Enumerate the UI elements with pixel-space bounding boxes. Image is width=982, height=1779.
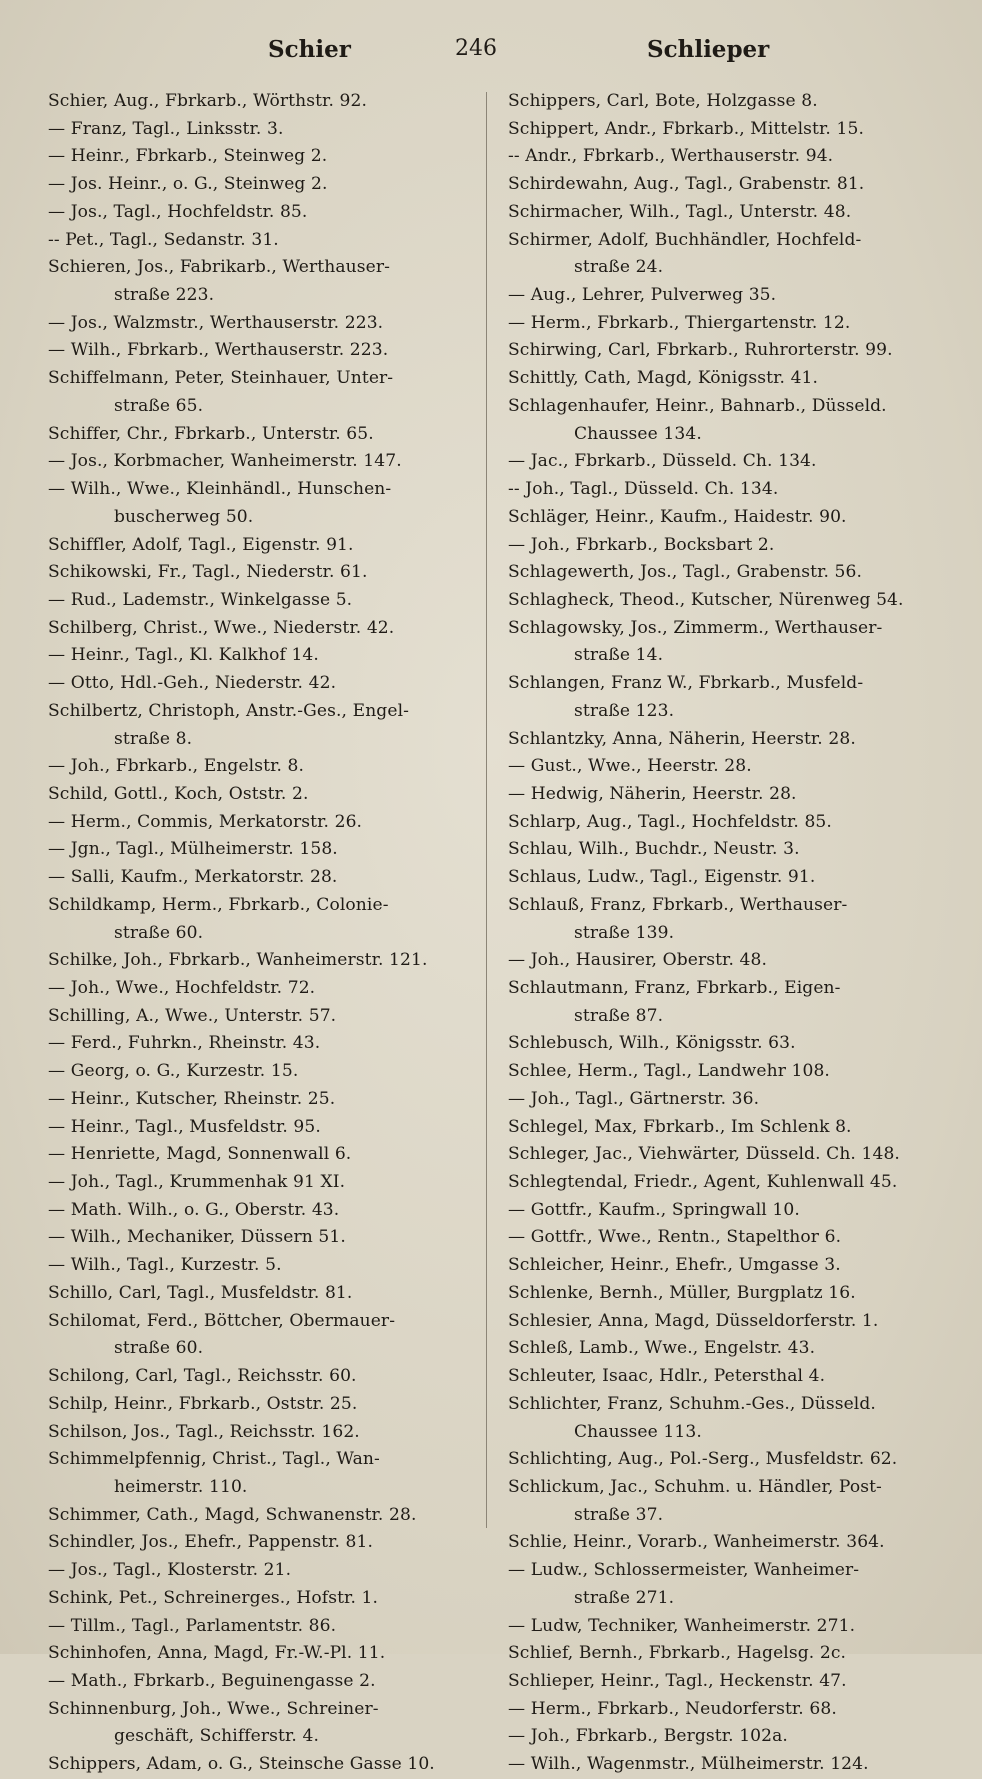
directory-entry-line: — Jos., Tagl., Klosterstr. 21. bbox=[48, 1560, 292, 1581]
directory-entry-line: Schink, Pet., Schreinerges., Hofstr. 1. bbox=[48, 1587, 379, 1608]
directory-entry-line: Schier, Aug., Fbrkarb., Wörthstr. 92. bbox=[48, 91, 368, 111]
directory-entry-line: — Wilh., Wagenmstr., Mülheimerstr. 124. bbox=[508, 1754, 869, 1775]
directory-entry-line: Schlegtendal, Friedr., Agent, Kuhlenwall 45. bbox=[508, 1172, 898, 1193]
directory-entry-line: Schläger, Heinr., Kaufm., Haidestr. 90. bbox=[508, 506, 847, 527]
directory-entry-line: — Joh., Tagl., Krummenhak 91 XI. bbox=[48, 1172, 346, 1193]
directory-entry-line: -- Pet., Tagl., Sedanstr. 31. bbox=[48, 229, 279, 250]
directory-entry-line: Schiffler, Adolf, Tagl., Eigenstr. 91. bbox=[48, 534, 354, 555]
directory-entry-line: — Heinr., Kutscher, Rheinstr. 25. bbox=[48, 1088, 336, 1109]
directory-entry-line: Schlagheck, Theod., Kutscher, Nürenweg 54. bbox=[508, 589, 904, 610]
directory-entry-line: — Wilh., Fbrkarb., Werthauserstr. 223. bbox=[48, 340, 389, 361]
directory-entry-line: Schilberg, Christ., Wwe., Niederstr. 42. bbox=[48, 617, 395, 638]
directory-entry-line: Schlegel, Max, Fbrkarb., Im Schlenk 8. bbox=[508, 1116, 852, 1137]
entry-continuation-line: straße 271. bbox=[574, 1587, 675, 1608]
directory-entry-line: — Henriette, Magd, Sonnenwall 6. bbox=[48, 1144, 352, 1165]
directory-entry-line: — Jos., Walzmstr., Werthauserstr. 223. bbox=[48, 312, 384, 333]
directory-entry-line: — Rud., Lademstr., Winkelgasse 5. bbox=[48, 589, 353, 610]
directory-entry-line: — Joh., Wwe., Hochfeldstr. 72. bbox=[48, 978, 316, 998]
directory-entry-line: — Joh., Fbrkarb., Bocksbart 2. bbox=[508, 534, 775, 555]
entry-continuation-line: Chaussee 134. bbox=[574, 423, 702, 444]
directory-entry-line: Schillo, Carl, Tagl., Musfeldstr. 81. bbox=[48, 1282, 353, 1303]
directory-entry-line: Schlickum, Jac., Schuhm. u. Händler, Post- bbox=[508, 1476, 882, 1497]
directory-entry-line: — Herm., Commis, Merkatorstr. 26. bbox=[48, 811, 363, 832]
entry-continuation-line: straße 223. bbox=[114, 285, 215, 306]
directory-entry-line: Schittly, Cath, Magd, Königsstr. 41. bbox=[508, 368, 819, 389]
directory-entry-line: — Heinr., Tagl., Musfeldstr. 95. bbox=[48, 1116, 321, 1137]
entry-continuation-line: heimerstr. 110. bbox=[114, 1476, 248, 1497]
directory-entry-line: Schirmacher, Wilh., Tagl., Unterstr. 48. bbox=[508, 201, 852, 222]
directory-entry-line: — Franz, Tagl., Linksstr. 3. bbox=[48, 118, 284, 139]
entry-continuation-line: straße 37. bbox=[574, 1504, 664, 1525]
entry-continuation-line: Chaussee 113. bbox=[574, 1421, 702, 1442]
directory-entry-line: Schirwing, Carl, Fbrkarb., Ruhrorterstr. 99. bbox=[508, 340, 893, 361]
entry-continuation-line: straße 139. bbox=[574, 922, 675, 943]
directory-entry-line: Schlagenhaufer, Heinr., Bahnarb., Düsseld. bbox=[508, 395, 887, 416]
header-left-keyword: Schier bbox=[268, 36, 351, 63]
directory-entry-line: — Gottfr., Kaufm., Springwall 10. bbox=[508, 1199, 800, 1220]
directory-entry-line: — Wilh., Wwe., Kleinhändl., Hunschen- bbox=[48, 479, 392, 500]
directory-entry-line: Schindler, Jos., Ehefr., Pappenstr. 81. bbox=[48, 1532, 374, 1553]
directory-entry-line: — Ludw., Schlossermeister, Wanheimer- bbox=[508, 1560, 860, 1581]
directory-entry-line: Schilke, Joh., Fbrkarb., Wanheimerstr. 121. bbox=[48, 950, 428, 971]
directory-entry-line: Schilling, A., Wwe., Unterstr. 57. bbox=[48, 1005, 337, 1026]
directory-entry-line: Schilson, Jos., Tagl., Reichsstr. 162. bbox=[48, 1421, 360, 1442]
directory-entry-line: Schiffer, Chr., Fbrkarb., Unterstr. 65. bbox=[48, 423, 374, 444]
directory-entry-line: — Wilh., Mechaniker, Düssern 51. bbox=[48, 1227, 346, 1248]
directory-entry-line: Schirdewahn, Aug., Tagl., Grabenstr. 81. bbox=[508, 174, 865, 195]
directory-entry-line: — Joh., Fbrkarb., Bergstr. 102a. bbox=[508, 1726, 788, 1747]
directory-entry-line: Schlautmann, Franz, Fbrkarb., Eigen- bbox=[508, 978, 841, 998]
directory-entry-line: Schlagowsky, Jos., Zimmerm., Werthauser- bbox=[508, 617, 883, 638]
directory-entry-line: Schikowski, Fr., Tagl., Niederstr. 61. bbox=[48, 562, 368, 583]
directory-entry-line: Schlantzky, Anna, Näherin, Heerstr. 28. bbox=[508, 728, 856, 749]
directory-entry-line: — Math., Fbrkarb., Beguinengasse 2. bbox=[48, 1670, 376, 1691]
directory-entry-line: — Tillm., Tagl., Parlamentstr. 86. bbox=[48, 1615, 337, 1636]
directory-entry-line: — Jgn., Tagl., Mülheimerstr. 158. bbox=[48, 839, 338, 860]
entry-continuation-line: straße 60. bbox=[114, 1338, 204, 1359]
directory-entry-line: Schlie, Heinr., Vorarb., Wanheimerstr. 364. bbox=[508, 1532, 885, 1553]
directory-entry-line: Schippert, Andr., Fbrkarb., Mittelstr. 15. bbox=[508, 118, 864, 139]
directory-entry-line: Schlichter, Franz, Schuhm.-Ges., Düsseld. bbox=[508, 1393, 876, 1414]
entry-continuation-line: straße 14. bbox=[574, 645, 664, 666]
directory-entry-line: Schlangen, Franz W., Fbrkarb., Musfeld- bbox=[508, 673, 864, 694]
entry-continuation-line: straße 8. bbox=[114, 728, 193, 749]
directory-entry-line: — Aug., Lehrer, Pulverweg 35. bbox=[508, 285, 777, 306]
directory-entry-line: Schleuter, Isaac, Hdlr., Petersthal 4. bbox=[508, 1366, 826, 1387]
directory-entry-line: Schilong, Carl, Tagl., Reichsstr. 60. bbox=[48, 1366, 357, 1387]
directory-entry-line: — Salli, Kaufm., Merkatorstr. 28. bbox=[48, 867, 338, 888]
directory-entry-line: Schilomat, Ferd., Böttcher, Obermauer- bbox=[48, 1310, 396, 1331]
directory-entry-line: Schieren, Jos., Fabrikarb., Werthauser- bbox=[48, 257, 390, 278]
directory-entry-line: — Jos., Tagl., Hochfeldstr. 85. bbox=[48, 201, 308, 222]
directory-entry-line: Schlau, Wilh., Buchdr., Neustr. 3. bbox=[508, 839, 800, 860]
header-right-keyword: Schlieper bbox=[647, 36, 770, 63]
directory-entry-line: Schild, Gottl., Koch, Oststr. 2. bbox=[48, 783, 309, 804]
directory-entry-line: Schilp, Heinr., Fbrkarb., Oststr. 25. bbox=[48, 1393, 358, 1414]
left-column bbox=[48, 88, 473, 1779]
entry-continuation-line: buscherweg 50. bbox=[114, 506, 254, 527]
directory-entry-line: Schinhofen, Anna, Magd, Fr.-W.-Pl. 11. bbox=[48, 1643, 386, 1664]
directory-entry-line: Schlenke, Bernh., Müller, Burgplatz 16. bbox=[508, 1282, 856, 1303]
directory-entry-line: — Gottfr., Wwe., Rentn., Stapelthor 6. bbox=[508, 1227, 842, 1248]
directory-entry-line: Schirmer, Adolf, Buchhändler, Hochfeld- bbox=[508, 229, 862, 250]
directory-entry-line: — Math. Wilh., o. G., Oberstr. 43. bbox=[48, 1199, 340, 1220]
directory-entry-line: — Heinr., Tagl., Kl. Kalkhof 14. bbox=[48, 645, 319, 666]
directory-entry-line: — Herm., Fbrkarb., Neudorferstr. 68. bbox=[508, 1698, 837, 1719]
directory-entry-line: Schlee, Herm., Tagl., Landwehr 108. bbox=[508, 1061, 830, 1082]
directory-entry-line: — Jos. Heinr., o. G., Steinweg 2. bbox=[48, 174, 328, 195]
directory-entry-line: — Wilh., Tagl., Kurzestr. 5. bbox=[48, 1255, 282, 1276]
directory-entry-line: Schlaus, Ludw., Tagl., Eigenstr. 91. bbox=[508, 867, 816, 888]
directory-entry-line: — Heinr., Fbrkarb., Steinweg 2. bbox=[48, 146, 328, 167]
directory-entry-line: -- Andr., Fbrkarb., Werthauserstr. 94. bbox=[508, 146, 834, 167]
directory-entry-line: — Ludw, Techniker, Wanheimerstr. 271. bbox=[508, 1615, 856, 1636]
directory-entry-line: Schlief, Bernh., Fbrkarb., Hagelsg. 2c. bbox=[508, 1643, 847, 1664]
directory-entry-line: — Georg, o. G., Kurzestr. 15. bbox=[48, 1061, 299, 1082]
directory-entry-line: Schlebusch, Wilh., Königsstr. 63. bbox=[508, 1033, 796, 1054]
entry-continuation-line: straße 123. bbox=[574, 700, 675, 721]
directory-entry-line: — Joh., Fbrkarb., Engelstr. 8. bbox=[48, 756, 305, 777]
directory-entry-line: Schimmer, Cath., Magd, Schwanenstr. 28. bbox=[48, 1504, 417, 1525]
directory-entry-line: — Herm., Fbrkarb., Thiergartenstr. 12. bbox=[508, 312, 851, 333]
directory-entry-line: Schlagewerth, Jos., Tagl., Grabenstr. 56. bbox=[508, 562, 863, 583]
directory-entry-line: Schlieper, Heinr., Tagl., Heckenstr. 47. bbox=[508, 1670, 847, 1691]
directory-entry-line: Schinnenburg, Joh., Wwe., Schreiner- bbox=[48, 1698, 379, 1719]
directory-entry-line: — Jac., Fbrkarb., Düsseld. Ch. 134. bbox=[508, 451, 817, 472]
directory-entry-line: Schippers, Adam, o. G., Steinsche Gasse 10. bbox=[48, 1754, 435, 1775]
entry-continuation-line: straße 65. bbox=[114, 395, 204, 416]
directory-entry-line: — Otto, Hdl.-Geh., Niederstr. 42. bbox=[48, 673, 337, 694]
entry-continuation-line: straße 24. bbox=[574, 257, 664, 278]
entry-continuation-line: straße 87. bbox=[574, 1005, 664, 1026]
directory-entry-line: Schippers, Carl, Bote, Holzgasse 8. bbox=[508, 91, 818, 111]
directory-entry-line: Schlarp, Aug., Tagl., Hochfeldstr. 85. bbox=[508, 811, 832, 832]
page-header bbox=[0, 36, 982, 76]
column-divider bbox=[486, 92, 487, 1528]
directory-entry-line: Schiffelmann, Peter, Steinhauer, Unter- bbox=[48, 368, 394, 389]
entry-continuation-line: geschäft, Schifferstr. 4. bbox=[114, 1726, 319, 1747]
directory-entry-line: Schlesier, Anna, Magd, Düsseldorferstr. 1. bbox=[508, 1310, 879, 1331]
directory-entry-line: — Hedwig, Näherin, Heerstr. 28. bbox=[508, 783, 797, 804]
directory-entry-line: -- Joh., Tagl., Düsseld. Ch. 134. bbox=[508, 479, 779, 500]
directory-entry-line: — Ferd., Fuhrkn., Rheinstr. 43. bbox=[48, 1033, 321, 1054]
directory-entry-line: — Jos., Korbmacher, Wanheimerstr. 147. bbox=[48, 451, 402, 472]
page-number: 246 bbox=[455, 36, 497, 61]
directory-entry-line: Schilbertz, Christoph, Anstr.-Ges., Engel- bbox=[48, 700, 410, 721]
right-column bbox=[508, 88, 948, 1779]
directory-entry-line: Schildkamp, Herm., Fbrkarb., Colonie- bbox=[48, 894, 389, 915]
directory-entry-line: Schlichting, Aug., Pol.-Serg., Musfeldstr. 62. bbox=[508, 1449, 898, 1470]
directory-entry-line: — Joh., Tagl., Gärtnerstr. 36. bbox=[508, 1088, 760, 1109]
directory-entry-line: Schlauß, Franz, Fbrkarb., Werthauser- bbox=[508, 894, 848, 915]
directory-entry-line: Schleicher, Heinr., Ehefr., Umgasse 3. bbox=[508, 1255, 841, 1276]
directory-entry-line: Schleß, Lamb., Wwe., Engelstr. 43. bbox=[508, 1338, 816, 1359]
directory-entry-line: Schleger, Jac., Viehwärter, Düsseld. Ch. 148. bbox=[508, 1144, 900, 1165]
directory-entry-line: Schimmelpfennig, Christ., Tagl., Wan- bbox=[48, 1449, 380, 1470]
directory-entry-line: — Gust., Wwe., Heerstr. 28. bbox=[508, 756, 752, 777]
directory-entry-line: — Joh., Hausirer, Oberstr. 48. bbox=[508, 950, 768, 971]
entry-continuation-line: straße 60. bbox=[114, 922, 204, 943]
